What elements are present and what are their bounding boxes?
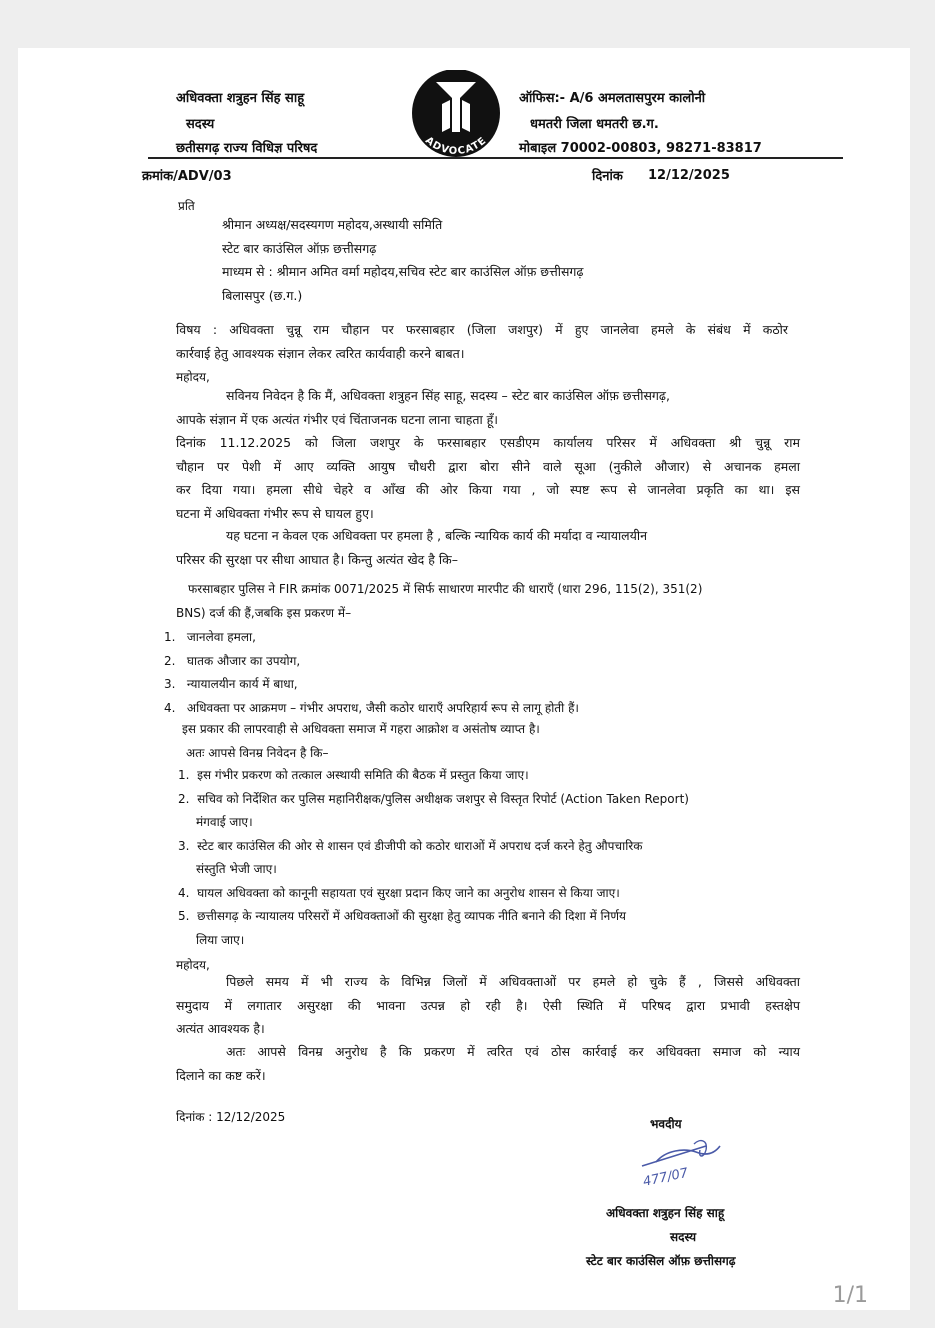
- paragraph-line: दिनांक 11.12.2025 को जिला जशपुर के फरसाबहार एसडीएम कार्यालय परिसर में अधिवक्ता श्री चुन्नू राम: [176, 435, 800, 450]
- paragraph-line: अत्यंत आवश्यक है।: [176, 1021, 265, 1036]
- list-item-cont: लिया जाए।: [196, 932, 245, 947]
- paragraph-line: पिछले समय में भी राज्य के विभिन्न जिलों में अधिवक्ताओं पर हमले हो चुके हैं , जिससे अधिवक्ता: [226, 974, 800, 989]
- paragraph-line: दिलाने का कष्ट करें।: [176, 1067, 266, 1083]
- list-item: 1. जानलेवा हमला,: [164, 630, 256, 644]
- list-item: 4. अधिवक्ता पर आक्रमण – गंभीर अपराध, जैसी कठोर धाराएँ अपरिहार्य रूप से लागू होती हैं।: [164, 700, 579, 715]
- paragraph-line: कर दिया गया। हमला सीधे चेहरे व आँख की ओर किया गया , जो स्पष्ट रूप से जानलेवा प्रकृति का था। इस: [176, 482, 800, 497]
- intro-paragraph: [176, 384, 800, 431]
- addressee-line: श्रीमान अध्यक्ष/सदस्यगण महोदय,अस्थायी समिति: [222, 217, 443, 232]
- list-item: 3. न्यायालयीन कार्य में बाधा,: [164, 677, 298, 691]
- handwritten-signature: [636, 1136, 726, 1192]
- gravity-paragraph: [176, 524, 788, 571]
- reference-number: क्रमांक/ADV/03: [142, 169, 232, 184]
- subject-line: विषय : अधिवक्ता चुन्नू राम चौहान पर फरसाबहार (जिला जशपुर) में हुए जानलेवा हमले के संबंध में कठोर: [176, 322, 788, 337]
- list-item: 3. स्टेट बार काउंसिल की ओर से शासन एवं डीजीपी को कठोर धाराओं में अपराध दर्ज करने हेतु औपचारिक: [178, 838, 643, 853]
- document-page: [18, 48, 910, 1310]
- letterhead-name: अधिवक्ता शत्रुहन सिंह साहू: [176, 91, 305, 106]
- list-item: 2. घातक औजार का उपयोग,: [164, 653, 301, 668]
- list-item: 2. सचिव को निर्देशित कर पुलिस महानिरीक्षक/पुलिस अधीक्षक जशपुर से विस्तृत रिपोर्ट (Action Taken Report): [178, 791, 689, 806]
- paragraph-line: परिसर की सुरक्षा पर सीधा आघात है। किन्तु अत्यंत खेद है कि–: [176, 551, 458, 567]
- addressee-block: [222, 213, 583, 307]
- closing-paragraph: [176, 970, 800, 1041]
- list-item: 1. इस गंभीर प्रकरण को तत्काल अस्थायी समिति की बैठक में प्रस्तुत किया जाए।: [178, 768, 529, 782]
- office-city: धमतरी जिला धमतरी छ.ग.: [530, 117, 659, 132]
- subject-line: कार्रवाई हेतु आवश्यक संज्ञान लेकर त्वरित कार्यवाही करने बाबत।: [176, 345, 465, 361]
- date-value: 12/12/2025: [648, 168, 730, 183]
- subject-block: [176, 318, 788, 365]
- paragraph-line: फरसाबहार पुलिस ने FIR क्रमांक 0071/2025 में सिर्फ साधारण मारपीट की धाराएँ (धारा 296, 115(2), 351(2): [188, 582, 703, 596]
- salutation-second: महोदय,: [176, 958, 210, 972]
- signatory-role: सदस्य: [670, 1230, 697, 1244]
- list-item-cont: संस्तुति भेजी जाए।: [196, 862, 277, 876]
- footer-date: दिनांक : 12/12/2025: [176, 1110, 286, 1124]
- addressee-line: माध्यम से : श्रीमान अमित वर्मा महोदय,सचिव स्टेट बार काउंसिल ऑफ़ छत्तीसगढ़: [222, 264, 584, 279]
- requests-list: [178, 764, 802, 952]
- closing-request: [176, 1040, 800, 1087]
- signatory-org: स्टेट बार काउंसिल ऑफ़ छत्तीसगढ़: [586, 1254, 736, 1268]
- office-address: ऑफिस:- A/6 अमलतासपुरम कालोनी: [519, 91, 706, 106]
- office-mobile: मोबाइल 70002-00803, 98271-83817: [519, 141, 762, 156]
- paragraph-line: चौहान पर पेशी में आए व्यक्ति आयुष चौधरी द्वारा बोरा सीने वाले सूआ (नुकीले औजार) से अचानक हमला: [176, 458, 800, 474]
- paragraph-line: आपके संज्ञान में एक अत्यंत गंभीर एवं चिंताजनक घटना लाना चाहता हूँ।: [176, 411, 499, 427]
- list-item: 4. घायल अधिवक्ता को कानूनी सहायता एवं सुरक्षा प्रदान किए जाने का अनुरोध शासन से किया जाए।: [178, 885, 620, 900]
- letterhead-council: छतीसगढ़ राज्य विधिज्ञ परिषद: [176, 141, 318, 156]
- header-divider: [148, 157, 843, 159]
- enrollment-number: 477/07: [641, 1165, 690, 1190]
- list-item-cont: मंगवाई जाए।: [196, 815, 253, 829]
- charges-list: [164, 626, 579, 720]
- paragraph-line: अतः आपसे विनम्र अनुरोध है कि प्रकरण में त्वरित एवं ठोस कार्रवाई कर अधिवक्ता समाज को न्याय: [226, 1044, 800, 1059]
- concern-line: इस प्रकार की लापरवाही से अधिवक्ता समाज में गहरा आक्रोश व असंतोष व्याप्त है।: [182, 722, 540, 736]
- paragraph-line: BNS) दर्ज की हैं,जबकि इस प्रकरण में–: [176, 605, 352, 620]
- date-label: दिनांक: [592, 169, 623, 184]
- yours-faithfully: भवदीय: [650, 1117, 682, 1131]
- salutation: महोदय,: [176, 370, 210, 384]
- addressee-line: बिलासपुर (छ.ग.): [222, 287, 303, 303]
- incident-paragraph: [176, 431, 800, 525]
- signatory-name: अधिवक्ता शत्रुहन सिंह साहू: [606, 1206, 725, 1220]
- logo-text: ADVOCATE: [423, 135, 489, 158]
- page-indicator: 1/1: [832, 1283, 868, 1308]
- addressee-label: प्रति: [178, 199, 195, 213]
- letterhead-designation: सदस्य: [186, 117, 215, 132]
- addressee-line: स्टेट बार काउंसिल ऑफ़ छत्तीसगढ़: [222, 240, 377, 256]
- list-item: 5. छत्तीसगढ़ के न्यायालय परिसरों में अधिवक्ताओं की सुरक्षा हेतु व्यापक नीति बनाने की दिशा में निर्णय: [178, 909, 626, 923]
- fir-paragraph: [176, 578, 800, 625]
- paragraph-line: समुदाय में लगातार असुरक्षा की भावना उत्पन्न हो रही है। ऐसी स्थिति में परिषद द्वारा प्रभावी हस्तक्षेप: [176, 997, 800, 1013]
- paragraph-line: यह घटना न केवल एक अधिवक्ता पर हमला है , बल्कि न्यायिक कार्य की मर्यादा व न्यायालयीन: [226, 528, 648, 543]
- request-intro: अतः आपसे विनम्र निवेदन है कि–: [186, 746, 329, 760]
- advocate-logo: [396, 70, 516, 160]
- paragraph-line: सविनय निवेदन है कि मैं, अधिवक्ता शत्रुहन सिंह साहू, सदस्य – स्टेट बार काउंसिल ऑफ़ छत्तीसगढ़,: [226, 388, 670, 403]
- paragraph-line: घटना में अधिवक्ता गंभीर रूप से घायल हुए।: [176, 505, 374, 521]
